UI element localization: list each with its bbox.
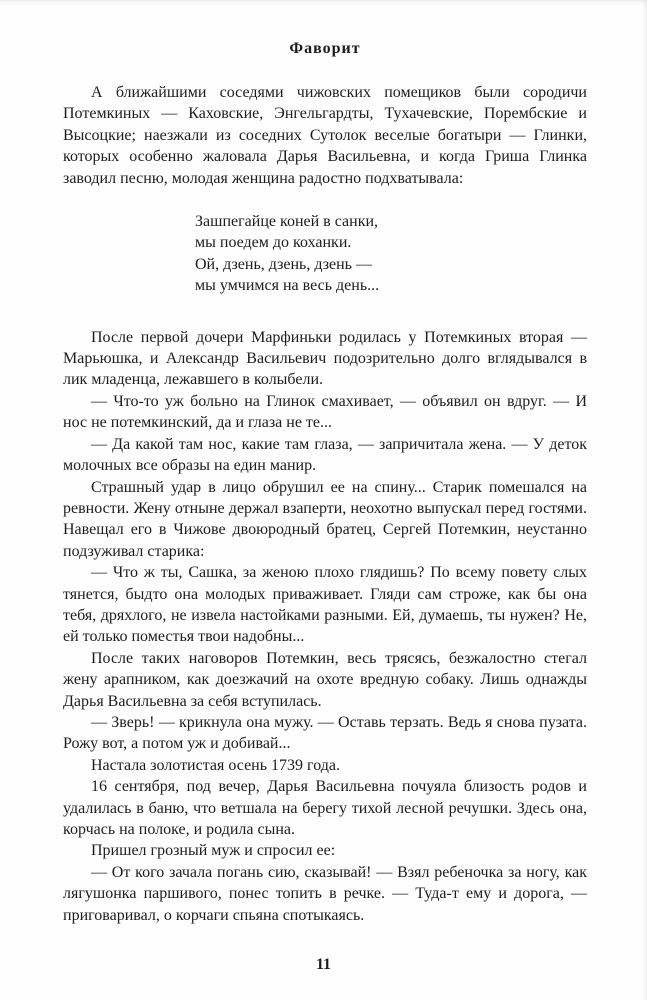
paragraph: Страшный удар в лицо обрушил ее на спину... Старик помешался на ревности. Жену отныне держал взаперти, неохотно выпускал перед гостями. Навещал его в Чижове двоюродный братец, Сергей Потемкин, неустанно подзуживал старика:	[63, 478, 587, 560]
page-content	[63, 82, 587, 926]
verse-line: мы умчимся на весь день...	[195, 277, 380, 295]
paragraph: А ближайшими соседями чижовских помещиков были сородичи Потемкиных — Каховские, Энгельгардты, Тухачевские, Порембские и Высоцкие; наезжали из соседних Сутолок веселые богатыри — Глинки, которых особенно жаловала Дарья Васильевна, и когда Гриша Глинка заводил песню, молодая женщина радостно подхватывала:	[63, 84, 587, 187]
paragraph: После первой дочери Марфиньки родилась у Потемкиных вторая — Марьюшка, и Александр Васильевич подозрительно долго вглядывался в лик младенца, лежавшего в колыбели.	[63, 328, 587, 389]
paragraph: После таких наговоров Потемкин, весь трясясь, безжалостно стегал жену арапником, как доезжачий на охоте вредную собаку. Лишь однажды Дарья Васильевна за себя вступилась.	[63, 649, 587, 710]
paragraph: — Да какой там нос, какие там глаза, — запричитала жена. — У деток молочных все образы на един манир.	[63, 435, 587, 475]
page-number: 11	[315, 956, 332, 973]
verse-block	[195, 211, 587, 297]
paragraph: — От кого зачала погань сию, сказывай! — Взял ребеночка за ногу, как лягушонка паршивого, понес топить в речке. — Туда-т ему и дорога, — приговаривал, о корчаги спьяна спотыкаясь.	[63, 863, 587, 924]
verse-line: мы поедем до коханки.	[195, 234, 352, 252]
verse-line: Ой, дзень, дзень, дзень —	[195, 255, 372, 273]
page-title: Фаворит	[289, 40, 361, 57]
paragraph: — Зверь! — крикнула она мужу. — Оставь терзать. Ведь я снова пузата. Рожу вот, а потом уж и добивай...	[63, 713, 587, 753]
paragraph: — Что-то уж больно на Глинок смахивает, — объявил он вдруг. — И нос не потемкинский, да и глаза не те...	[63, 392, 587, 432]
paragraph: 16 сентября, под вечер, Дарья Васильевна почуяла близость родов и удалилась в баню, что ветшала на берегу тихой лесной речушки. Здесь она, корчась на полоке, и родила сына.	[63, 778, 587, 838]
paragraph: — Что ж ты, Сашка, за женою плохо глядишь? По всему повету слых тянется, быдто она молодых приваживает. Гляди сам строже, как бы она тебя, дряхлого, не извела настойками разными. Ей, думаешь, ты нужен? Не, ей только поместья твои надобны...	[63, 564, 587, 646]
paragraph: Настала золотистая осень 1739 года.	[91, 756, 340, 774]
paragraph: Пришел грозный муж и спросил ее:	[91, 842, 336, 860]
verse-line: Зашпегайце коней в санки,	[195, 213, 379, 231]
